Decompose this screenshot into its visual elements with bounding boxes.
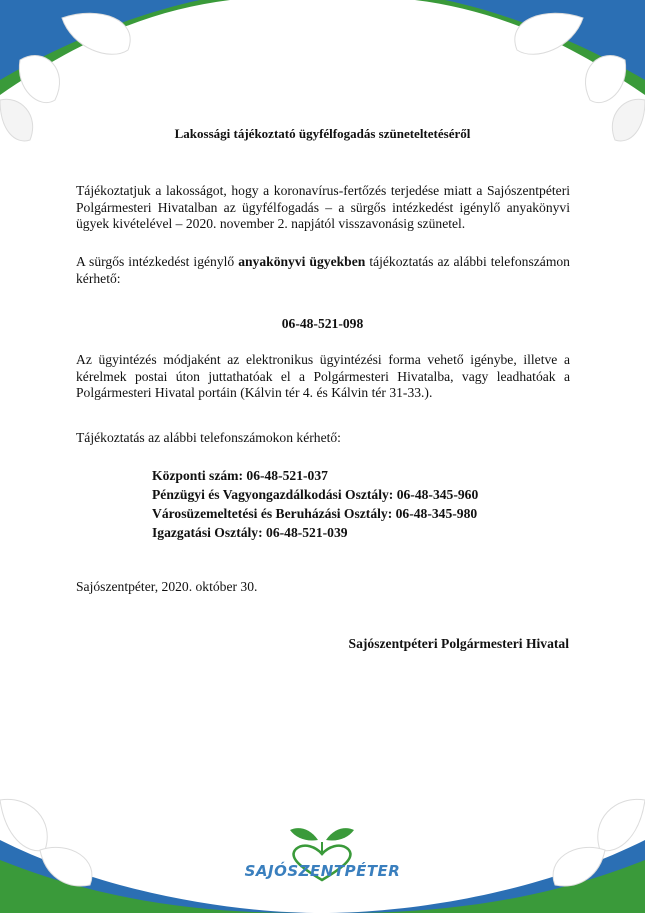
contact-item: Pénzügyi és Vagyongazdálkodási Osztály: 06-48-345-960 (152, 487, 479, 502)
paragraph-notice: Tájékoztatjuk a lakosságot, hogy a koronavírus-fertőzés terjedése miatt a Sajószentpéteri Polgármesteri Hivatalban az ügyfélfogadás – a sürgős intézkedést igénylő anyakönyvi ügyek kivételével – 2020. november 2. napjától visszavonásig szünetel. (76, 183, 570, 231)
signature: Sajószentpéteri Polgármesteri Hivatal (348, 636, 569, 651)
paragraph-registry-text-a: A sürgős intézkedést igénylő (76, 254, 239, 269)
paragraph-registry (76, 254, 570, 287)
paragraph-phones-intro: Tájékoztatás az alábbi telefonszámokon kérhető: (76, 430, 341, 445)
document-title: Lakossági tájékoztató ügyfélfogadás szüneteltetéséről (174, 126, 471, 141)
main-phone-number: 06-48-521-098 (281, 316, 364, 331)
paragraph-registry-bold: anyakönyvi ügyekben (238, 254, 366, 269)
contact-list (152, 466, 478, 542)
sajoszentpeter-logo-icon (0, 822, 645, 892)
paragraph-administration: Az ügyintézés módjaként az elektronikus ügyintézési forma vehető igénybe, illetve a kérelmek postai úton juttathatóak el a Polgármesteri Hivatalba, vagy leadhatóak a Polgármesteri Hivatal portáin (Kálvin tér 4. és Kálvin tér 31-33.). (76, 352, 570, 400)
logo-text: SAJÓSZENTPÉTER (244, 862, 401, 880)
contact-item: Igazgatási Osztály: 06-48-521-039 (152, 525, 348, 540)
contact-item: Központi szám: 06-48-521-037 (152, 468, 328, 483)
paragraph-registry-text-b: tájékoztatás az alábbi telefonszámon kérhető: (76, 254, 570, 286)
contact-item: Városüzemeltetési és Beruházási Osztály: 06-48-345-980 (152, 506, 478, 521)
date-line: Sajószentpéter, 2020. október 30. (76, 579, 258, 594)
